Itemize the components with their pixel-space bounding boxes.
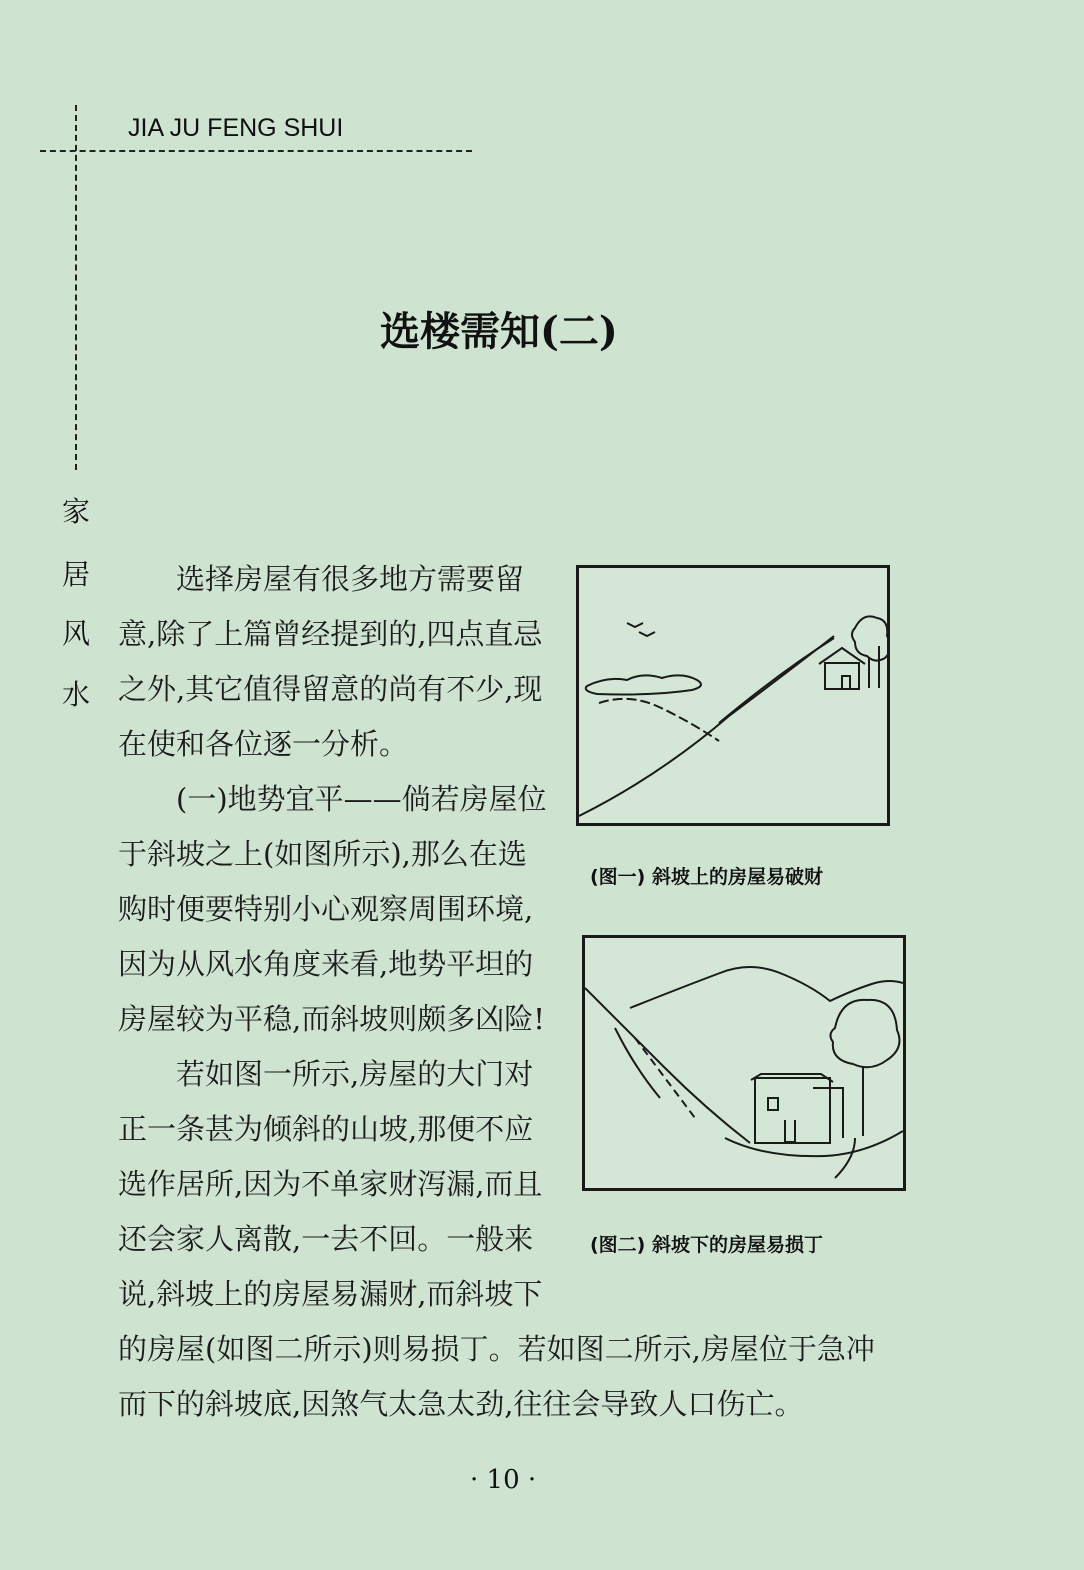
text-line: 购时便要特别小心观察周围环境,	[118, 892, 534, 926]
figure-one	[576, 565, 890, 826]
text-line: 若如图一所示,房屋的大门对	[118, 1057, 534, 1091]
text-line: 之外,其它值得留意的尚有不少,现	[118, 672, 543, 706]
text-line: 因为从风水角度来看,地势平坦的	[118, 947, 534, 981]
running-header: JIA JU FENG SHUI	[128, 114, 344, 142]
page-number: · 10 ·	[470, 1465, 537, 1495]
text-line: 在使和各位逐一分析。	[118, 727, 409, 761]
text-line: 选作居所,因为不单家财泻漏,而且	[118, 1167, 543, 1201]
text-line: 的房屋(如图二所示)则易损丁。若如图二所示,房屋位于急冲	[118, 1332, 875, 1366]
side-label-char-1: 家	[61, 495, 90, 528]
text-line: 正一条甚为倾斜的山坡,那便不应	[118, 1112, 534, 1146]
text-line: 说,斜坡上的房屋易漏财,而斜坡下	[118, 1277, 543, 1311]
house-below-slope-illustration	[585, 938, 903, 1188]
vertical-dashed-rule	[75, 105, 77, 470]
page-title: 选楼需知(二)	[380, 308, 618, 355]
house-on-slope-illustration	[579, 568, 887, 823]
text-line: 还会家人离散,一去不回。一般来	[118, 1222, 534, 1256]
text-line: 选择房屋有很多地方需要留	[118, 562, 525, 596]
figure-two	[582, 935, 906, 1191]
text-line: (一)地势宜平——倘若房屋位	[118, 782, 547, 816]
text-line: 而下的斜坡底,因煞气太急太劲,往往会导致人口伤亡。	[118, 1387, 804, 1421]
paragraph-intro	[118, 552, 542, 772]
paragraph-terrain	[118, 772, 547, 1047]
paragraph-figure-two	[118, 1322, 875, 1432]
paragraph-figure-one	[118, 1047, 542, 1322]
side-label-char-3: 风	[61, 617, 90, 650]
side-label-char-2: 居	[61, 558, 90, 591]
side-label-char-4: 水	[61, 678, 90, 711]
figure-two-caption: (图二) 斜坡下的房屋易损丁	[590, 1234, 823, 1256]
text-line: 于斜坡之上(如图所示),那么在选	[118, 837, 527, 871]
figure-one-caption: (图一) 斜坡上的房屋易破财	[590, 866, 823, 888]
horizontal-dashed-rule	[40, 150, 472, 152]
text-line: 意,除了上篇曾经提到的,四点直忌	[118, 617, 543, 651]
text-line: 房屋较为平稳,而斜坡则颇多凶险!	[118, 1002, 545, 1036]
